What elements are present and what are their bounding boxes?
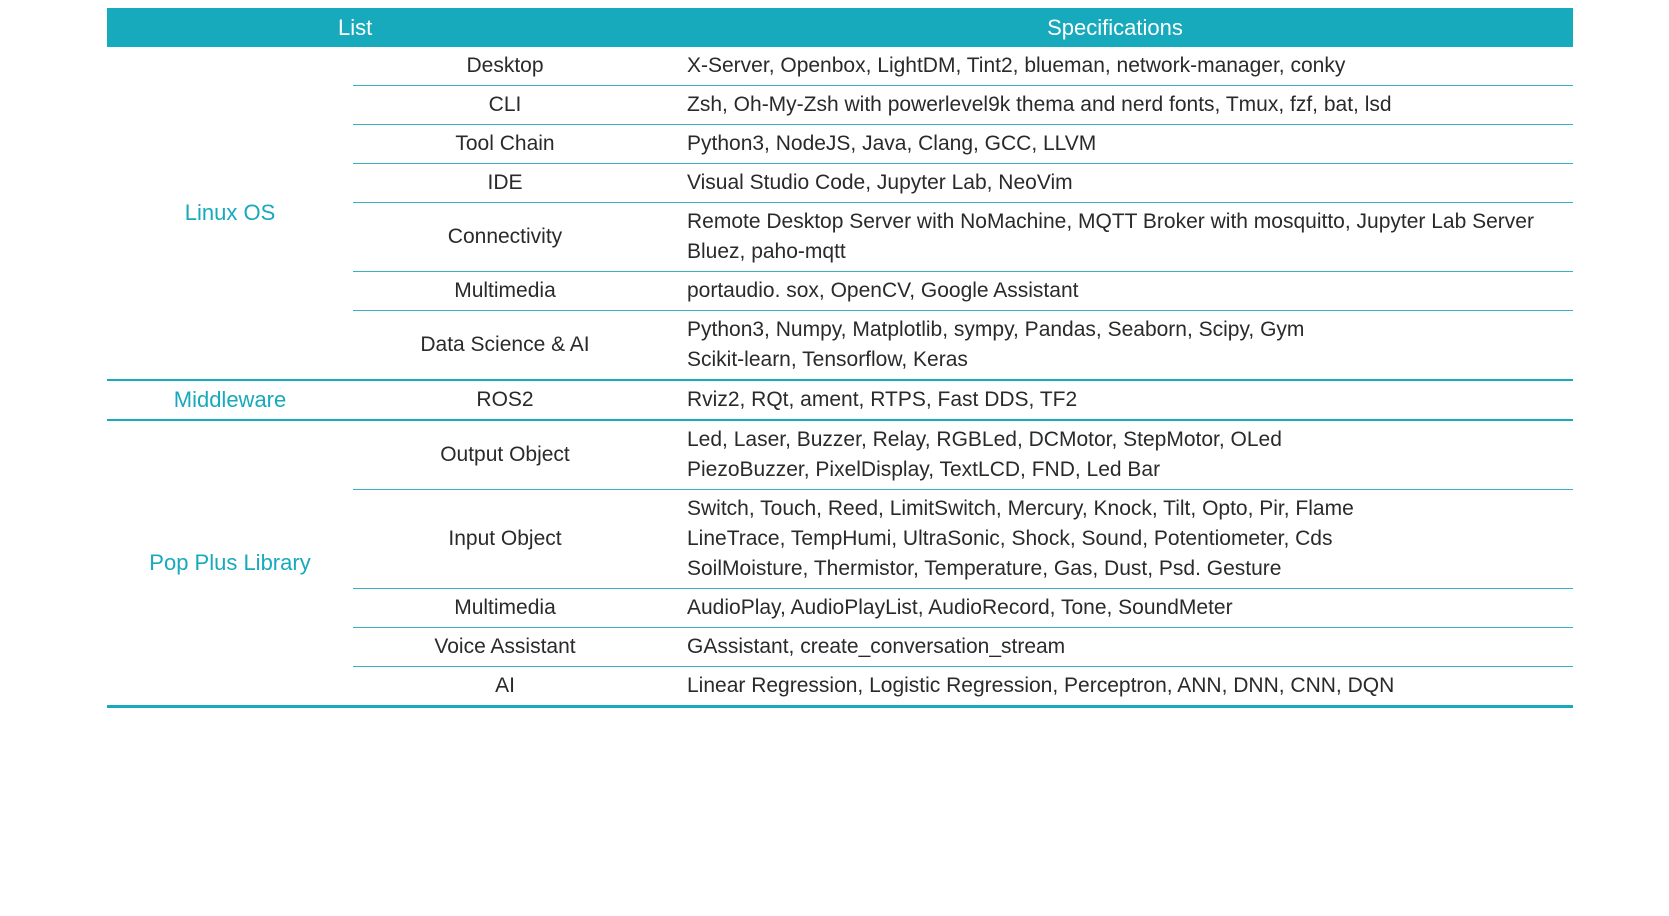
specification-line: Switch, Touch, Reed, LimitSwitch, Mercury, Knock, Tilt, Opto, Pir, Flame — [687, 497, 1354, 520]
specification-line: portaudio. sox, OpenCV, Google Assistant — [687, 279, 1079, 302]
specification-line: Led, Laser, Buzzer, Relay, RGBLed, DCMotor, StepMotor, OLed — [687, 428, 1282, 451]
specification-line: Bluez, paho-mqtt — [687, 240, 846, 263]
group-label: Linux OS — [107, 47, 353, 380]
list-item-name: Tool Chain — [353, 125, 657, 164]
specification-cell — [657, 86, 1573, 125]
specification-cell — [657, 589, 1573, 628]
specification-line: Visual Studio Code, Jupyter Lab, NeoVim — [687, 171, 1073, 194]
list-item-name: CLI — [353, 86, 657, 125]
specification-cell — [657, 311, 1573, 381]
table-row — [107, 420, 1573, 490]
list-item-name: Voice Assistant — [353, 628, 657, 667]
specification-line: SoilMoisture, Thermistor, Temperature, Gas, Dust, Psd. Gesture — [687, 557, 1282, 580]
specification-cell — [657, 203, 1573, 272]
header-specifications — [657, 8, 1573, 47]
specification-cell — [657, 628, 1573, 667]
specification-line: Scikit-learn, Tensorflow, Keras — [687, 348, 968, 371]
list-item-name: Data Science & AI — [353, 311, 657, 381]
list-item-name: Multimedia — [353, 589, 657, 628]
specification-line: Linear Regression, Logistic Regression, Perceptron, ANN, DNN, CNN, DQN — [687, 674, 1395, 697]
specification-cell — [657, 164, 1573, 203]
specification-cell — [657, 272, 1573, 311]
specification-line: X-Server, Openbox, LightDM, Tint2, blueman, network-manager, conky — [687, 54, 1346, 77]
table-row — [107, 380, 1573, 420]
list-item-name: Output Object — [353, 420, 657, 490]
specification-line: Python3, Numpy, Matplotlib, sympy, Pandas, Seaborn, Scipy, Gym — [687, 318, 1305, 341]
table-row — [107, 47, 1573, 86]
header-list — [338, 8, 657, 47]
group-label: Pop Plus Library — [107, 420, 353, 707]
specification-cell — [657, 47, 1573, 86]
specification-line: AudioPlay, AudioPlayList, AudioRecord, Tone, SoundMeter — [687, 596, 1233, 619]
list-item-name: Connectivity — [353, 203, 657, 272]
list-item-name: Desktop — [353, 47, 657, 86]
table-header — [107, 8, 1573, 47]
group-label: Middleware — [107, 380, 353, 420]
specification-cell — [657, 125, 1573, 164]
list-item-name: AI — [353, 667, 657, 707]
header-spacer — [107, 8, 353, 47]
list-item-name: Multimedia — [353, 272, 657, 311]
table-body — [107, 47, 1573, 707]
list-item-name: Input Object — [353, 490, 657, 589]
specification-line: Rviz2, RQt, ament, RTPS, Fast DDS, TF2 — [687, 388, 1078, 411]
header-list-label: List — [338, 14, 373, 40]
specifications-table — [107, 8, 1573, 708]
specification-cell — [657, 490, 1573, 589]
specification-cell — [657, 380, 1573, 420]
specification-line: Python3, NodeJS, Java, Clang, GCC, LLVM — [687, 132, 1097, 155]
list-item-name: IDE — [353, 164, 657, 203]
specification-line: GAssistant, create_conversation_stream — [687, 635, 1066, 658]
specification-cell — [657, 667, 1573, 707]
specification-cell — [657, 420, 1573, 490]
specification-line: Zsh, Oh-My-Zsh with powerlevel9k thema and nerd fonts, Tmux, fzf, bat, lsd — [687, 93, 1392, 116]
header-spec-label: Specifications — [1047, 14, 1183, 40]
list-item-name: ROS2 — [353, 380, 657, 420]
specification-line: Remote Desktop Server with NoMachine, MQTT Broker with mosquitto, Jupyter Lab Server — [687, 210, 1534, 233]
specification-line: LineTrace, TempHumi, UltraSonic, Shock, Sound, Potentiometer, Cds — [687, 527, 1333, 550]
specification-line: PiezoBuzzer, PixelDisplay, TextLCD, FND, Led Bar — [687, 458, 1161, 481]
